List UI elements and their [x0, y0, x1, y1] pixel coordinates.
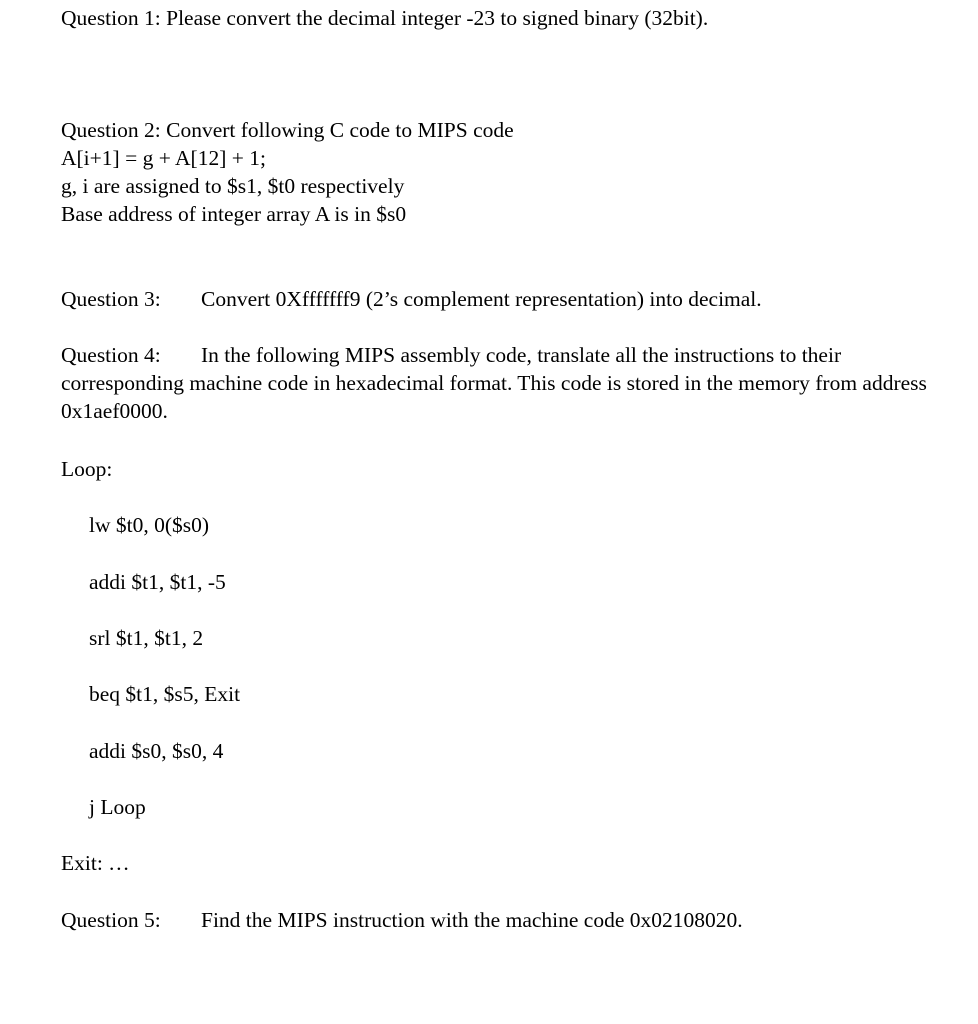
question-1: Question 1: Please convert the decimal integer -23 to signed binary (32bit). [61, 6, 709, 30]
question-5-text: Find the MIPS instruction with the machine code 0x02108020. [201, 908, 743, 932]
question-5-label: Question 5: [61, 908, 161, 932]
question-2-note-1: g, i are assigned to $s1, $t0 respectively [61, 174, 405, 198]
instruction-line: beq $t1, $s5, Exit [89, 682, 241, 706]
question-3 [61, 285, 762, 313]
question-4-label: Question 4: [61, 343, 161, 367]
question-2-title: Question 2: Convert following C code to MIPS code [61, 118, 514, 142]
loop-label: Loop: [61, 457, 113, 481]
instruction-line: addi $t1, $t1, -5 [89, 570, 226, 594]
question-2-code: A[i+1] = g + A[12] + 1; [61, 146, 266, 170]
question-3-label: Question 3: [61, 287, 161, 311]
exit-label: Exit: … [61, 851, 130, 875]
question-5 [61, 906, 743, 934]
instruction-line: srl $t1, $t1, 2 [89, 626, 204, 650]
question-4-text: In the following MIPS assembly code, translate all the instructions to their corresponding machine code in hexadecimal format. This code is stored in the memory from address 0x1aef0000. [61, 343, 927, 423]
question-2-note-2: Base address of integer array A is in $s0 [61, 202, 407, 226]
instruction-line: addi $s0, $s0, 4 [89, 739, 224, 763]
question-3-text: Convert 0Xfffffff9 (2’s complement representation) into decimal. [201, 287, 762, 311]
question-4 [61, 341, 946, 425]
instruction-line: j Loop [89, 795, 146, 819]
instruction-line: lw $t0, 0($s0) [89, 513, 210, 537]
